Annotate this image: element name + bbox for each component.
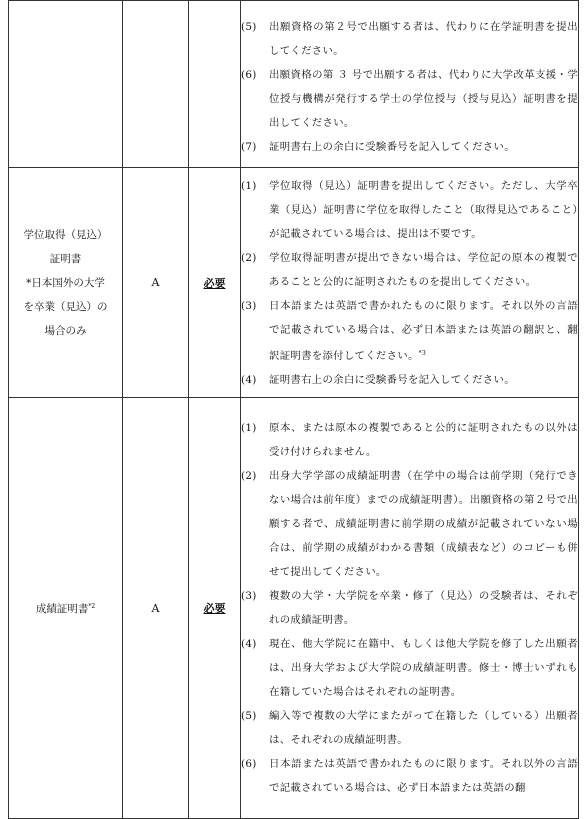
document-name-cell [9, 1, 123, 168]
note-text: 証明書右上の余白に受験番号を記入してください。 [269, 141, 515, 153]
note-item [241, 464, 578, 584]
notes-cell [241, 168, 579, 398]
notes-cell [241, 398, 579, 819]
note-number: (3) [241, 299, 257, 312]
note-item [241, 294, 578, 368]
note-number: (1) [241, 179, 257, 192]
document-name-cell [9, 398, 123, 819]
note-number: (2) [241, 470, 257, 482]
table-row [9, 168, 579, 398]
note-text: 複数の大学・大学院を卒業・修了（見込）の受験者は、それぞれの成績証明書。 [269, 590, 578, 626]
note-number: (7) [241, 141, 257, 153]
note-text: 学位取得（見込）証明書を提出してください。ただし、大学卒業（見込）証明書に学位を取得したこと（取得見込であること）が記載されている場合は、提出は不要です。 [269, 179, 578, 240]
note-number: (1) [241, 422, 257, 434]
note-number: (6) [241, 758, 257, 770]
table-row [9, 398, 579, 819]
document-name-cell [9, 168, 123, 398]
document-name-line: 証明書 [49, 252, 82, 265]
category-cell: A [123, 398, 189, 819]
footnote-marker: *2 [88, 603, 96, 610]
note-text: 編入等で複数の大学にまたがって在籍した（している）出願者は、それぞれの成績証明書。 [269, 710, 578, 746]
note-text: 証明書右上の余白に受験番号を記入してください。 [269, 373, 515, 386]
note-text: 現在、他大学院に在籍中、もしくは他大学院を修了した出願者は、出身大学および大学院の成績証明書。修士・博士いずれも在籍していた場合はそれぞれの証明書。 [269, 638, 578, 698]
note-number: (4) [241, 638, 257, 650]
note-text: 学位取得証明書が提出できない場合は、学位記の原本の複製であることと公的に証明されたものを提出してください。 [269, 251, 578, 288]
note-item [241, 63, 578, 135]
document-name-line: 成績証明書 [35, 603, 89, 615]
note-item [241, 135, 578, 159]
document-name-line: 場合のみ [44, 324, 87, 337]
footnote-marker: *3 [418, 349, 427, 357]
required-cell [189, 1, 241, 168]
document-name-line: *日本国外の大学 [26, 276, 105, 289]
notes-cell [241, 1, 579, 168]
note-text: 日本語または英語で書かれたものに限ります。それ以外の言語で記載されている場合は、必ず日本語または英語の翻 [269, 758, 578, 794]
note-number: (5) [241, 710, 257, 722]
category-cell: A [123, 168, 189, 398]
category-cell [123, 1, 189, 168]
note-number: (2) [241, 251, 257, 264]
note-item [241, 632, 578, 704]
note-text: 日本語または英語で書かれたものに限ります。それ以外の言語で記載されている場合は、必ず日本語または英語の翻訳と、翻訳証明書を添付してください。 [269, 299, 578, 362]
note-number: (6) [241, 69, 257, 81]
note-item [241, 704, 578, 752]
note-number: (3) [241, 590, 257, 602]
note-number: (5) [241, 21, 257, 33]
note-text: 出願資格の第２号で出願する者は、代わりに在学証明書を提出してください。 [269, 21, 578, 57]
note-text: 原本、または原本の複製であると公的に証明されたもの以外は受け付けられません。 [269, 422, 578, 458]
note-number: (4) [241, 373, 257, 386]
required-cell: 必要 [189, 168, 241, 398]
document-name-line: を卒業（見込）の [23, 300, 108, 313]
required-cell: 必要 [189, 398, 241, 819]
note-text: 出身大学学部の成績証明書（在学中の場合は前学期（発行できない場合は前年度）までの成績証明書）。出願資格の第２号で出願する者で、成績証明書に前学期の成績が記載されていない場合は、前学期の成績がわかる書類（成績表など）のコピーも併せて提出してください。 [269, 470, 578, 578]
note-item [241, 584, 578, 632]
note-item [241, 174, 578, 246]
document-requirements-table [8, 0, 579, 819]
note-item [241, 368, 578, 392]
note-text: 出願資格の第 ３ 号で出願する者は、代わりに大学改革支援・学位授与機構が発行する学士の学位授与（授与見込）証明書を提出してください。 [269, 69, 578, 129]
note-item [241, 752, 578, 800]
note-item [241, 246, 578, 294]
table-row [9, 1, 579, 168]
note-item [241, 15, 578, 63]
note-item [241, 416, 578, 464]
document-name-line: 学位取得（見込） [23, 228, 108, 241]
